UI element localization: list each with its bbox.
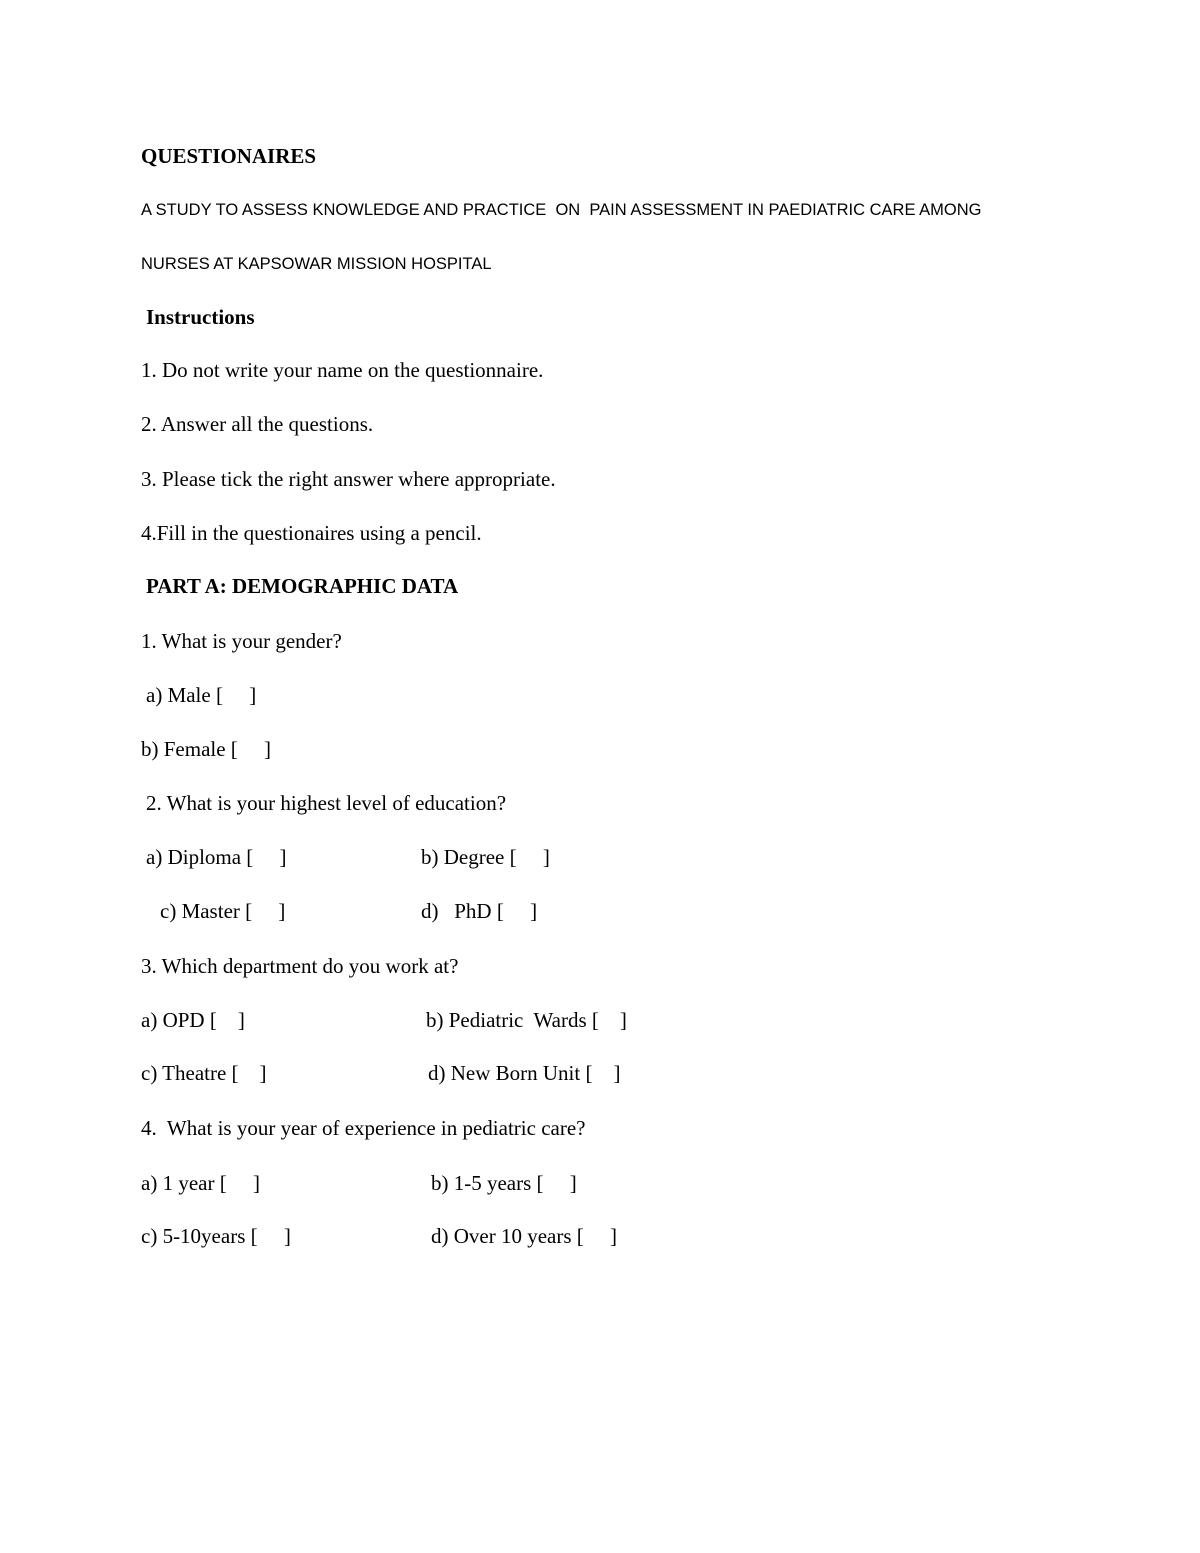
study-title-line-2: NURSES AT KAPSOWAR MISSION HOSPITAL bbox=[141, 255, 492, 273]
option-1-year[interactable]: a) 1 year [ ] bbox=[141, 1171, 260, 1195]
instruction-item: 3. Please tick the right answer where appropriate. bbox=[141, 467, 556, 491]
option-new-born-unit[interactable]: d) New Born Unit [ ] bbox=[428, 1061, 621, 1085]
question-education: 2. What is your highest level of education? bbox=[146, 791, 507, 815]
option-phd[interactable]: d) PhD [ ] bbox=[421, 899, 538, 923]
option-pediatric-wards[interactable]: b) Pediatric Wards [ ] bbox=[426, 1008, 627, 1032]
part-a-heading: PART A: DEMOGRAPHIC DATA bbox=[146, 574, 459, 598]
option-over-10-years[interactable]: d) Over 10 years [ ] bbox=[431, 1224, 618, 1248]
question-gender: 1. What is your gender? bbox=[141, 629, 342, 653]
option-female[interactable]: b) Female [ ] bbox=[141, 737, 272, 761]
option-male[interactable]: a) Male [ ] bbox=[146, 683, 257, 707]
instruction-item: 2. Answer all the questions. bbox=[141, 412, 374, 436]
option-diploma[interactable]: a) Diploma [ ] bbox=[146, 845, 287, 869]
option-opd[interactable]: a) OPD [ ] bbox=[141, 1008, 245, 1032]
instructions-heading: Instructions bbox=[146, 305, 255, 329]
question-experience: 4. What is your year of experience in pediatric care? bbox=[141, 1116, 586, 1140]
option-master[interactable]: c) Master [ ] bbox=[160, 899, 286, 923]
instruction-item: 4.Fill in the questionaires using a pencil. bbox=[141, 521, 482, 545]
option-1-5-years[interactable]: b) 1-5 years [ ] bbox=[431, 1171, 577, 1195]
study-title-line-1: A STUDY TO ASSESS KNOWLEDGE AND PRACTICE ON PAIN ASSESSMENT IN PAEDIATRIC CARE AMONG bbox=[141, 201, 982, 219]
option-theatre[interactable]: c) Theatre [ ] bbox=[141, 1061, 267, 1085]
document-title: QUESTIONAIRES bbox=[141, 144, 317, 168]
instruction-item: 1. Do not write your name on the questionnaire. bbox=[141, 358, 544, 382]
question-department: 3. Which department do you work at? bbox=[141, 954, 459, 978]
option-5-10-years[interactable]: c) 5-10years [ ] bbox=[141, 1224, 291, 1248]
option-degree[interactable]: b) Degree [ ] bbox=[421, 845, 550, 869]
